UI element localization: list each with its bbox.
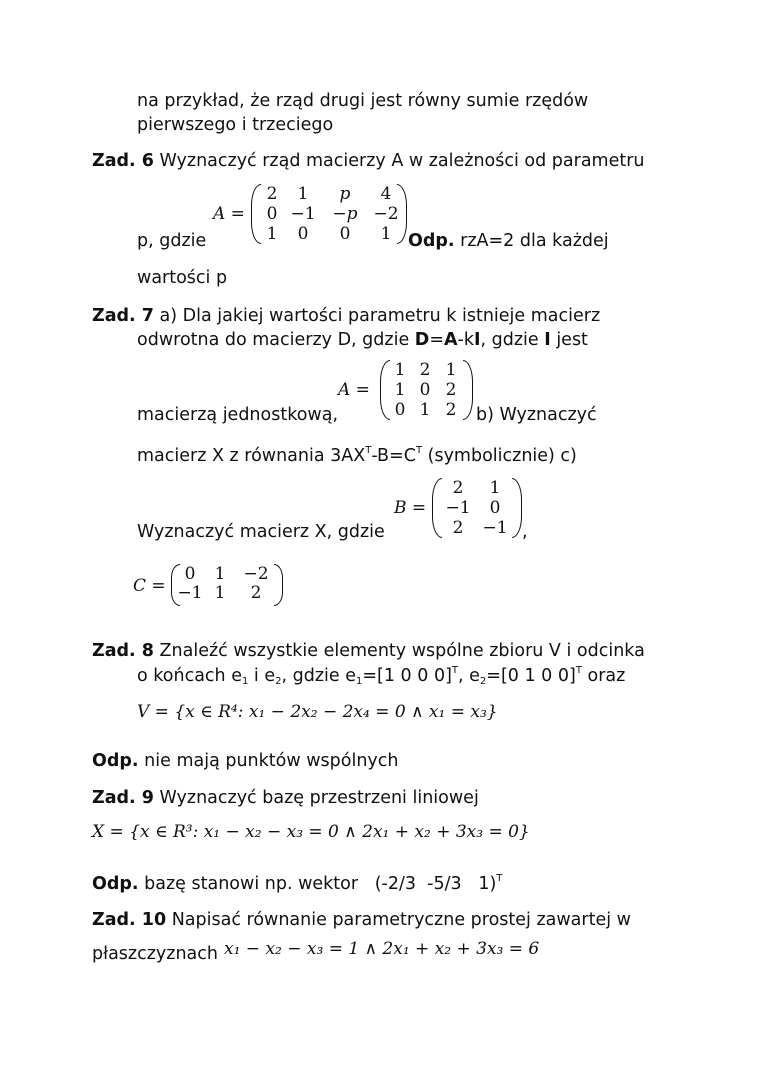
task-6-label: Zad. 6	[92, 151, 154, 171]
transpose-mark: T	[451, 665, 459, 676]
matrix-cell: 0	[339, 224, 351, 244]
text-run: , gdzie e	[281, 666, 356, 686]
text-run: jest	[550, 330, 588, 350]
answer-text: nie mają punktów wspólnych	[138, 751, 399, 771]
matrix-b-name: B =	[394, 498, 427, 518]
text-run: , e	[458, 666, 480, 686]
matrix-a-task6	[213, 184, 405, 246]
task-9-text: Wyznaczyć bazę przestrzeni liniowej	[159, 788, 479, 808]
matrix-cell: 1	[419, 400, 431, 420]
right-paren	[397, 184, 407, 244]
matrix-cell: 1	[489, 478, 501, 498]
intro-line-2: pierwszego i trzeciego	[137, 115, 334, 135]
matrix-cell: −1	[445, 498, 471, 518]
transpose-mark: T	[575, 665, 582, 676]
matrix-cell: 1	[394, 380, 406, 400]
text-run: , gdzie	[480, 330, 545, 350]
matrix-cell: −2	[373, 204, 399, 224]
matrix-cell: 2	[445, 380, 457, 400]
task-7-line-3b: b) Wyznaczyć	[476, 405, 597, 425]
transpose-mark: T	[496, 873, 503, 884]
matrix-cell: 2	[266, 184, 278, 204]
matrix-cell: 0	[297, 224, 309, 244]
subscript: 1	[355, 676, 363, 687]
subscript: 2	[275, 676, 282, 687]
text-run: -k	[457, 330, 474, 350]
matrix-cell: 0	[266, 204, 278, 224]
text-run: A	[443, 330, 458, 350]
task-7-label: Zad. 7	[92, 306, 154, 326]
text-run: macierz X z równania 3AX	[137, 446, 366, 466]
matrix-cell: −2	[243, 564, 269, 584]
matrix-cell: 1	[380, 224, 392, 244]
matrix-cell: 1	[214, 583, 226, 603]
matrix-a-name: A =	[213, 204, 245, 224]
matrix-cell: 2	[445, 400, 457, 420]
matrix-cell: 0	[394, 400, 406, 420]
matrix-cell: −1	[177, 583, 203, 603]
answer-text: bazę stanowi np. wektor (-2/3 -5/3 1)	[138, 874, 497, 894]
right-paren	[512, 478, 522, 538]
matrix-cell: 0	[184, 564, 196, 584]
right-paren	[274, 564, 283, 606]
matrix-b-grid	[440, 480, 514, 537]
transpose-mark: T	[415, 445, 423, 456]
matrix-cell: 2	[419, 360, 431, 380]
matrix-c	[133, 564, 283, 606]
set-x-formula: X = {x ∈ R³: x₁ − x₂ − x₃ = 0 ∧ 2x₁ + x₂ + 3x₃ = 0}	[92, 822, 530, 842]
text-run: =	[429, 330, 444, 350]
task-7-line-3a: macierzą jednostkową,	[137, 405, 339, 425]
matrix-cell: 2	[250, 583, 262, 603]
task-9-heading	[92, 790, 479, 808]
matrix-cell: p	[339, 184, 351, 204]
transpose-mark: T	[365, 445, 372, 456]
matrix-cell: −1	[290, 204, 316, 224]
task-10-line-2: płaszczyznach	[92, 944, 218, 964]
task-8-heading	[92, 643, 645, 661]
matrix-cell: 1	[214, 564, 226, 584]
matrix-b	[394, 478, 522, 540]
task-6-p-gdzie: p, gdzie	[137, 231, 207, 251]
matrix-cell: 2	[452, 518, 464, 538]
intro-line-1: na przykład, że rząd drugi jest równy sumie rzędów	[137, 91, 589, 111]
text-run: I	[473, 330, 481, 350]
task-7-line-1: a) Dla jakiej wartości parametru k istnieje macierz	[159, 306, 601, 326]
text-run: i e	[248, 666, 276, 686]
subscript: 1	[241, 676, 249, 687]
text-run: (symbolicznie) c)	[422, 446, 577, 466]
matrix-a-grid	[388, 362, 464, 419]
matrix-cell: 4	[380, 184, 392, 204]
matrix-cell: 1	[445, 360, 457, 380]
text-run: =[0 1 0 0]	[486, 666, 576, 686]
task-8-answer	[92, 753, 399, 771]
task-10-heading	[92, 912, 631, 930]
matrix-cell: −1	[482, 518, 508, 538]
task-8-line-2	[137, 665, 626, 687]
matrix-cell: 2	[452, 478, 464, 498]
planes-formula: x₁ − x₂ − x₃ = 1 ∧ 2x₁ + x₂ + 3x₃ = 6	[224, 939, 540, 959]
matrix-a-name: A =	[338, 380, 370, 400]
task-7-line-4	[137, 445, 577, 466]
task-7-line-2	[137, 332, 588, 350]
task-6-answer	[408, 233, 609, 251]
task-6-heading	[92, 153, 645, 171]
task-6-text: Wyznaczyć rząd macierzy A w zależności od parametru	[159, 151, 645, 171]
text-run: D	[414, 330, 430, 350]
task-9-label: Zad. 9	[92, 788, 154, 808]
task-8-line-1: Znaleźć wszystkie elementy wspólne zbioru V i odcinka	[159, 641, 645, 661]
right-paren	[463, 360, 473, 420]
matrix-c-name: C =	[133, 576, 166, 596]
task-7-comma: ,	[522, 522, 528, 542]
matrix-a-task7	[338, 360, 470, 422]
answer-label: Odp.	[92, 751, 139, 771]
task-10-line-1: Napisać równanie parametryczne prostej zawartej w	[171, 910, 631, 930]
matrix-cell: 0	[489, 498, 501, 518]
set-v-formula: V = {x ∈ R⁴: x₁ − 2x₂ − 2x₄ = 0 ∧ x₁ = x₃}	[137, 702, 498, 722]
matrix-cell: 0	[419, 380, 431, 400]
matrix-cell: 1	[394, 360, 406, 380]
task-10-label: Zad. 10	[92, 910, 167, 930]
matrix-cell: 1	[266, 224, 278, 244]
text-run: odwrotna do macierzy D, gdzie	[137, 330, 415, 350]
answer-label: Odp.	[408, 231, 455, 251]
task-7-heading	[92, 308, 600, 326]
matrix-cell: −p	[332, 204, 358, 224]
text-run: =[1 0 0 0]	[362, 666, 452, 686]
matrix-a-grid	[259, 186, 403, 243]
task-6-line-3: wartości p	[137, 268, 228, 288]
text-run: oraz	[581, 666, 626, 686]
task-9-answer	[92, 873, 503, 894]
subscript: 2	[479, 676, 487, 687]
matrix-c-grid	[177, 566, 275, 602]
task-7-line-5: Wyznaczyć macierz X, gdzie	[137, 522, 385, 542]
answer-label: Odp.	[92, 874, 139, 894]
text-run: I	[544, 330, 551, 350]
task-8-label: Zad. 8	[92, 641, 154, 661]
text-run: -B=C	[371, 446, 416, 466]
text-run: o końcach e	[137, 666, 242, 686]
answer-text: rzA=2 dla każdej	[460, 231, 609, 251]
matrix-cell: 1	[297, 184, 309, 204]
